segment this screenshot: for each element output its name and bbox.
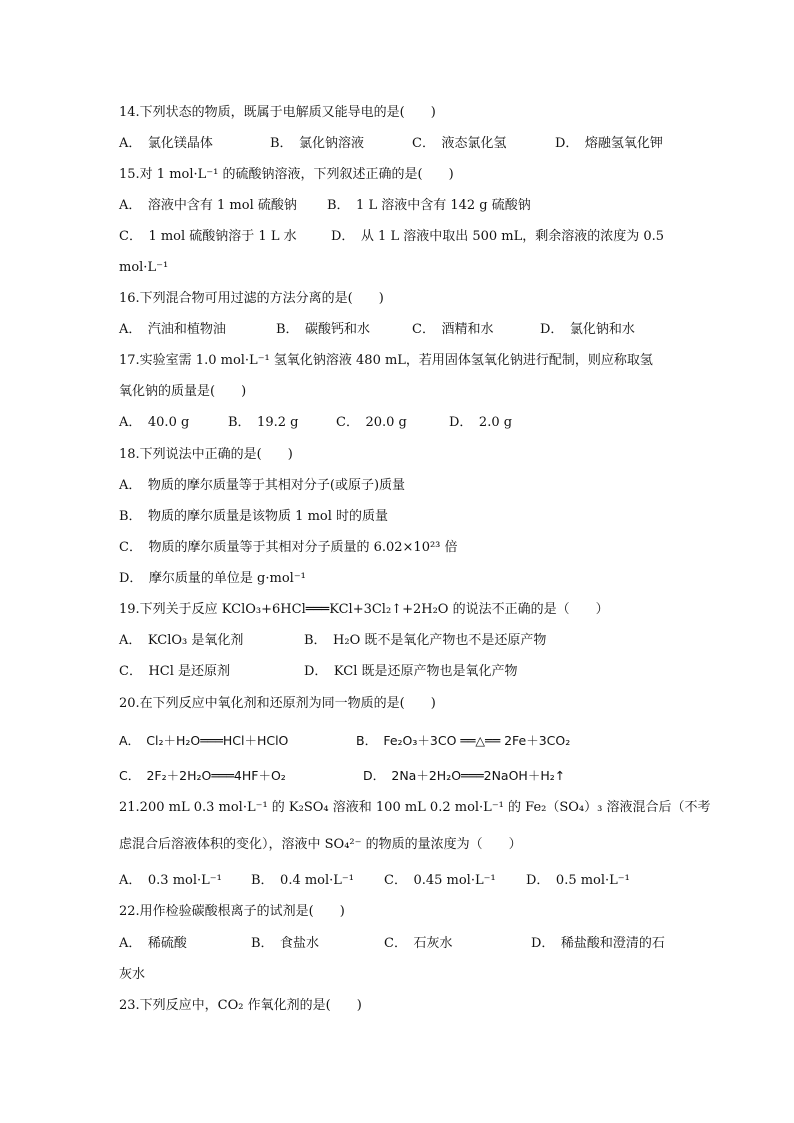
question-15-option-d: D． 从 1 L 溶液中取出 500 mL，剩余溶液的浓度为 0.5 <box>331 229 665 244</box>
question-15-option-b: B． 1 L 溶液中含有 142 g 硫酸钠 <box>327 198 531 213</box>
question-16-option-d: D． 氯化钠和水 <box>540 322 635 337</box>
question-17-stem-continued: 氧化钠的质量是( ) <box>119 384 247 399</box>
question-20-option-d: D． 2Na＋2H₂O═══2NaOH＋H₂↑ <box>363 768 566 783</box>
question-18-option-c: C． 物质的摩尔质量等于其相对分子质量的 6.02×10²³ 倍 <box>119 540 458 555</box>
question-18-option-d: D． 摩尔质量的单位是 g·mol⁻¹ <box>119 571 306 586</box>
question-17-option-b: B． 19.2 g <box>228 415 299 430</box>
question-19-option-d: D． KCl 既是还原产物也是氧化产物 <box>304 664 518 679</box>
question-15-option-d-continued: mol·L⁻¹ <box>119 260 169 275</box>
question-22-stem: 22.用作检验碳酸根离子的试剂是( ) <box>119 904 345 919</box>
question-14-option-d: D． 熔融氢氧化钾 <box>555 136 663 151</box>
question-22-option-a: A． 稀硫酸 <box>119 936 187 951</box>
question-16-stem: 16.下列混合物可用过滤的方法分离的是( ) <box>119 291 384 306</box>
question-22-option-c: C． 石灰水 <box>384 936 453 951</box>
question-19-option-b: B． H₂O 既不是氧化产物也不是还原产物 <box>304 633 547 648</box>
question-21-option-b: B． 0.4 mol·L⁻¹ <box>251 873 355 888</box>
question-20-stem: 20.在下列反应中氧化剂和还原剂为同一物质的是( ) <box>119 696 436 711</box>
question-21-option-c: C． 0.45 mol·L⁻¹ <box>384 873 496 888</box>
question-20-option-a: A． Cl₂＋H₂O═══HCl＋HClO <box>119 733 289 748</box>
question-15-option-c: C． 1 mol 硫酸钠溶于 1 L 水 <box>119 229 297 244</box>
question-18-stem: 18.下列说法中正确的是( ) <box>119 447 293 462</box>
question-16-option-b: B． 碳酸钙和水 <box>276 322 371 337</box>
question-17-stem: 17.实验室需 1.0 mol·L⁻¹ 氢氧化钠溶液 480 mL，若用固体氢氧化钠进行配制，则应称取氢 <box>119 353 653 368</box>
question-18-option-b: B． 物质的摩尔质量是该物质 1 mol 时的质量 <box>119 509 389 524</box>
question-22-option-b: B． 食盐水 <box>251 936 320 951</box>
question-22-option-d: D． 稀盐酸和澄清的石 <box>531 936 665 951</box>
question-14-option-b: B． 氯化钠溶液 <box>270 136 365 151</box>
question-15-stem: 15.对 1 mol·L⁻¹ 的硫酸钠溶液，下列叙述正确的是( ) <box>119 167 454 182</box>
question-17-option-c: C． 20.0 g <box>336 415 407 430</box>
question-18-option-a: A． 物质的摩尔质量等于其相对分子(或原子)质量 <box>119 478 406 493</box>
question-21-stem: 21.200 mL 0.3 mol·L⁻¹ 的 K₂SO₄ 溶液和 100 mL 0.2 mol·L⁻¹ 的 Fe₂（SO₄）₃ 溶液混合后（不考 <box>119 800 711 815</box>
question-22-option-d-continued: 灰水 <box>119 967 146 982</box>
question-14-option-a: A． 氯化镁晶体 <box>119 136 213 151</box>
question-14-option-c: C． 液态氯化氢 <box>412 136 507 151</box>
question-15-option-a: A． 溶液中含有 1 mol 硫酸钠 <box>119 198 297 213</box>
question-16-option-c: C． 酒精和水 <box>412 322 494 337</box>
question-21-stem-continued: 虑混合后溶液体积的变化），溶液中 SO₄²⁻ 的物质的量浓度为（ ） <box>119 837 522 852</box>
question-21-option-d: D． 0.5 mol·L⁻¹ <box>526 873 630 888</box>
question-14-stem: 14.下列状态的物质，既属于电解质又能导电的是( ) <box>119 105 436 120</box>
question-19-stem: 19.下列关于反应 KClO₃+6HCl═══KCl+3Cl₂↑+2H₂O 的说法不正确的是（ ） <box>119 602 609 617</box>
question-17-option-d: D． 2.0 g <box>449 415 513 430</box>
question-17-option-a: A． 40.0 g <box>119 415 190 430</box>
question-23-stem: 23.下列反应中，CO₂ 作氧化剂的是( ) <box>119 998 362 1013</box>
question-19-option-c: C． HCl 是还原剂 <box>119 664 231 679</box>
question-21-option-a: A． 0.3 mol·L⁻¹ <box>119 873 222 888</box>
question-19-option-a: A． KClO₃ 是氧化剂 <box>119 633 244 648</box>
question-20-option-b: B． Fe₂O₃＋3CO ══△══ 2Fe＋3CO₂ <box>356 733 571 748</box>
question-20-option-c: C． 2F₂＋2H₂O═══4HF＋O₂ <box>119 768 286 783</box>
question-16-option-a: A． 汽油和植物油 <box>119 322 226 337</box>
